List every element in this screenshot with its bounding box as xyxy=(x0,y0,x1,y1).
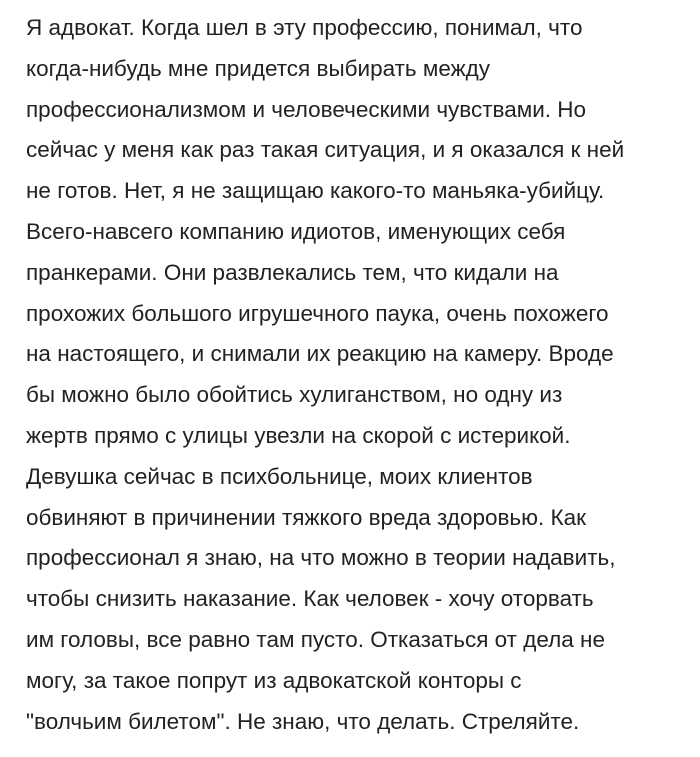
text-line: жертв прямо с улицы увезли на скорой с истерикой. xyxy=(26,422,571,448)
text-line: профессионал я знаю, на что можно в теории надавить, xyxy=(26,545,616,571)
text-line: не готов. Нет, я не защищаю какого-то маньяка-убийцу. xyxy=(26,178,605,204)
text-line: "волчьим билетом". Не знаю, что делать. Стреляйте. xyxy=(26,708,580,734)
text-line: чтобы снизить наказание. Как человек - хочу оторвать xyxy=(26,586,594,612)
text-line: Девушка сейчас в психбольнице, моих клиентов xyxy=(26,463,533,489)
text-line: когда-нибудь мне придется выбирать между xyxy=(26,55,491,81)
post-text xyxy=(26,8,686,742)
text-line: бы можно было обойтись хулиганством, но одну из xyxy=(26,382,563,408)
text-line: обвиняют в причинении тяжкого вреда здоровью. Как xyxy=(26,504,586,530)
text-line: Всего-навсего компанию идиотов, именующих себя xyxy=(26,218,566,244)
text-line: профессионализмом и человеческими чувствами. Но xyxy=(26,96,587,122)
text-line: сейчас у меня как раз такая ситуация, и я оказался к ней xyxy=(26,137,625,163)
text-line: прохожих большого игрушечного паука, очень похожего xyxy=(26,300,609,326)
text-line: могу, за такое попрут из адвокатской конторы с xyxy=(26,667,522,693)
text-line: пранкерами. Они развлекались тем, что кидали на xyxy=(26,259,559,285)
text-line: на настоящего, и снимали их реакцию на камеру. Вроде xyxy=(26,341,614,367)
text-line: им головы, все равно там пусто. Отказаться от дела не xyxy=(26,626,605,652)
text-line: Я адвокат. Когда шел в эту профессию, понимал, что xyxy=(26,15,583,40)
